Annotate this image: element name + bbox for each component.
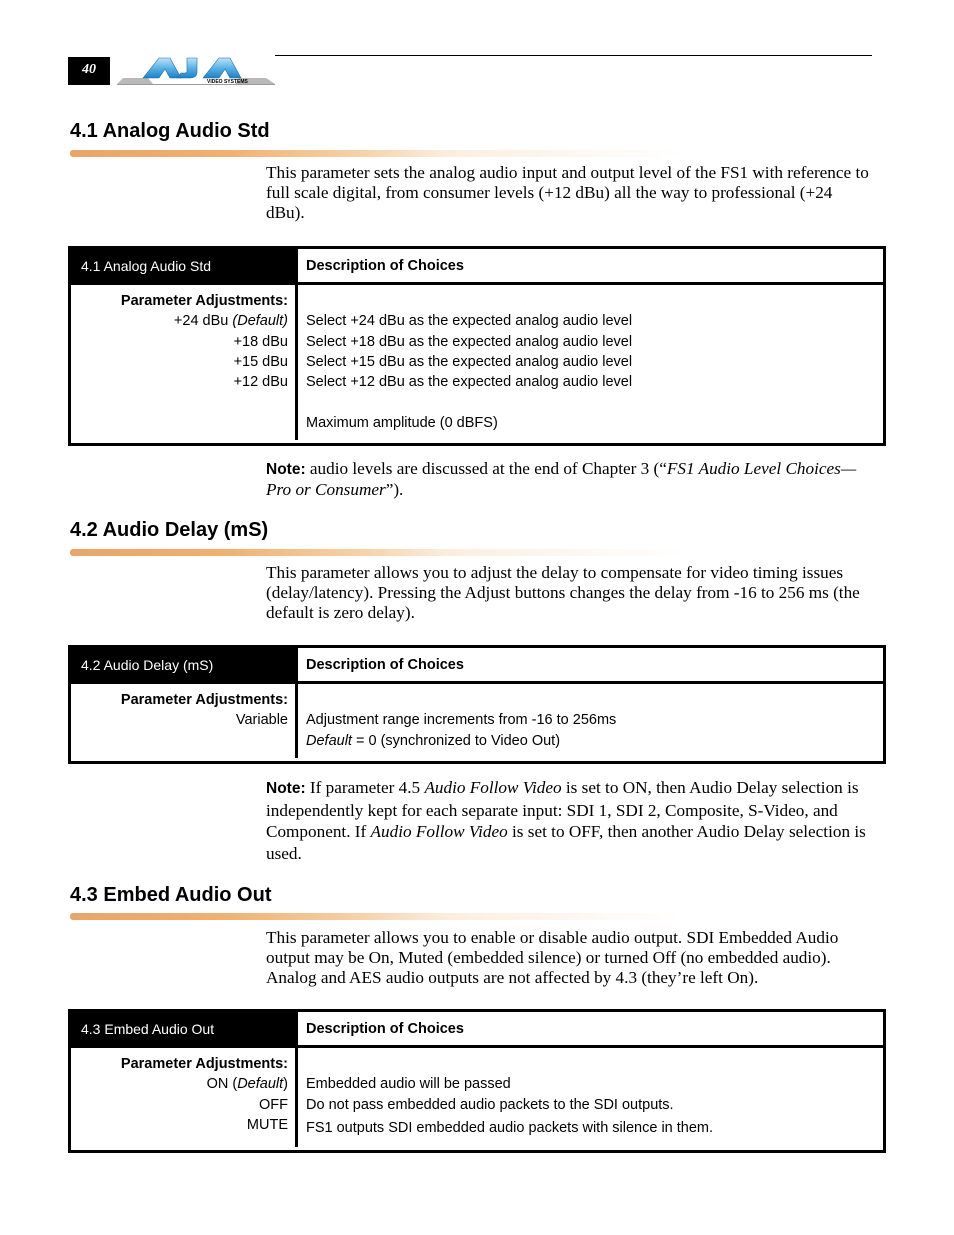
parameter-adjustments-label: Parameter Adjustments: — [120, 1056, 288, 1072]
header-rule — [275, 55, 872, 56]
table-title-cell: 4.3 Embed Audio Out — [71, 1012, 295, 1045]
table-title-cell: 4.2 Audio Delay (mS) — [71, 648, 295, 681]
description-header: Description of Choices — [306, 1021, 464, 1037]
table-header-row — [71, 648, 883, 684]
intro-paragraph-embed-audio-out: This parameter allows you to enable or disable audio output. SDI Embedded Audio output may be On, Muted (embedded silence) or turned Off (no embedded audio). Analog and AES audio outputs are not affected by 4.3 (they’re left On). — [266, 928, 839, 987]
parameter-list — [71, 684, 295, 758]
section-divider-bar — [70, 549, 682, 556]
param-item: +18 dBu — [233, 333, 288, 350]
choice-item: Select +15 dBu as the expected analog audio level — [306, 353, 633, 370]
table-body-row — [71, 684, 883, 758]
choice-item: Select +12 dBu as the expected analog audio level — [306, 374, 633, 391]
intro-paragraph-analog-audio-std: This parameter sets the analog audio input and output level of the FS1 with reference to full scale digital, from consumer levels (+12 dBu) all the way to professional (+24 dBu). — [266, 163, 869, 222]
note-label: Note: — [266, 461, 306, 478]
parameter-adjustments-label: Parameter Adjustments: — [120, 293, 288, 309]
choices-list — [298, 1048, 883, 1147]
intro-paragraph-audio-delay: This parameter allows you to adjust the delay to compensate for video timing issues (delay/latency). Pressing the Adjust buttons changes the delay from -16 to 256 ms (the default is zero delay). — [266, 563, 860, 622]
table-header-row — [71, 249, 883, 285]
choice-item: Select +24 dBu as the expected analog audio level — [306, 313, 633, 330]
param-item: Variable — [235, 712, 288, 729]
choice-item: Default = 0 (synchronized to Video Out) — [306, 732, 561, 749]
choices-list — [298, 285, 883, 440]
parameter-list — [71, 285, 295, 440]
section-heading-analog-audio-std: 4.1 Analog Audio Std — [70, 120, 270, 142]
param-item: +12 dBu — [233, 374, 288, 391]
note-label: Note: — [266, 780, 306, 797]
choice-item: Maximum amplitude (0 dBFS) — [306, 414, 498, 431]
description-header: Description of Choices — [306, 657, 464, 673]
choice-item: Embedded audio will be passed — [306, 1076, 511, 1093]
choice-item: Adjustment range increments from -16 to 256ms — [306, 712, 617, 729]
parameter-table-embed-audio-out — [68, 1009, 886, 1153]
page-number: 40 — [82, 62, 96, 77]
section-divider-bar — [70, 913, 682, 920]
parameter-table-audio-delay — [68, 645, 886, 764]
param-item: ON (Default) — [206, 1076, 288, 1093]
note-audio-delay: Note: If parameter 4.5 Audio Follow Video is set to ON, then Audio Delay selection is independently kept for each separate input: SDI 1, SDI 2, Composite, S-Video, and Component. If Audio Follow Video is set to OFF, then another Audio Delay selection is used. — [266, 778, 866, 863]
table-title-cell: 4.1 Analog Audio Std — [71, 249, 295, 282]
default-tag: (Default) — [232, 313, 288, 330]
table-header-row — [71, 1012, 883, 1048]
logo-subtext: VIDEO SYSTEMS — [207, 79, 248, 85]
choice-item: FS1 outputs SDI embedded audio packets with silence in them. — [306, 1119, 714, 1136]
section-heading-audio-delay: 4.2 Audio Delay (mS) — [70, 519, 269, 541]
param-item: OFF — [259, 1096, 288, 1113]
description-header: Description of Choices — [306, 258, 464, 274]
parameter-adjustments-label: Parameter Adjustments: — [120, 692, 288, 708]
parameter-table-analog-audio-std — [68, 246, 886, 446]
default-tag: Default — [237, 1076, 284, 1093]
choice-item: Select +18 dBu as the expected analog audio level — [306, 333, 633, 350]
param-item: +24 dBu (Default) — [173, 313, 288, 330]
note-analog-audio-std: Note: audio levels are discussed at the end of Chapter 3 (“FS1 Audio Level Choices—Pro or Consumer”). — [266, 459, 857, 499]
table-body-row — [71, 285, 883, 440]
section-heading-embed-audio-out: 4.3 Embed Audio Out — [70, 884, 272, 906]
param-item: MUTE — [246, 1116, 288, 1133]
parameter-list — [71, 1048, 295, 1147]
default-word: Default — [306, 732, 352, 749]
aja-logo — [115, 52, 280, 90]
choice-item: Do not pass embedded audio packets to the SDI outputs. — [306, 1096, 674, 1113]
section-divider-bar — [70, 150, 682, 157]
table-body-row — [71, 1048, 883, 1147]
param-item: +15 dBu — [233, 353, 288, 370]
choices-list — [298, 684, 883, 758]
page-number-box — [68, 57, 110, 85]
